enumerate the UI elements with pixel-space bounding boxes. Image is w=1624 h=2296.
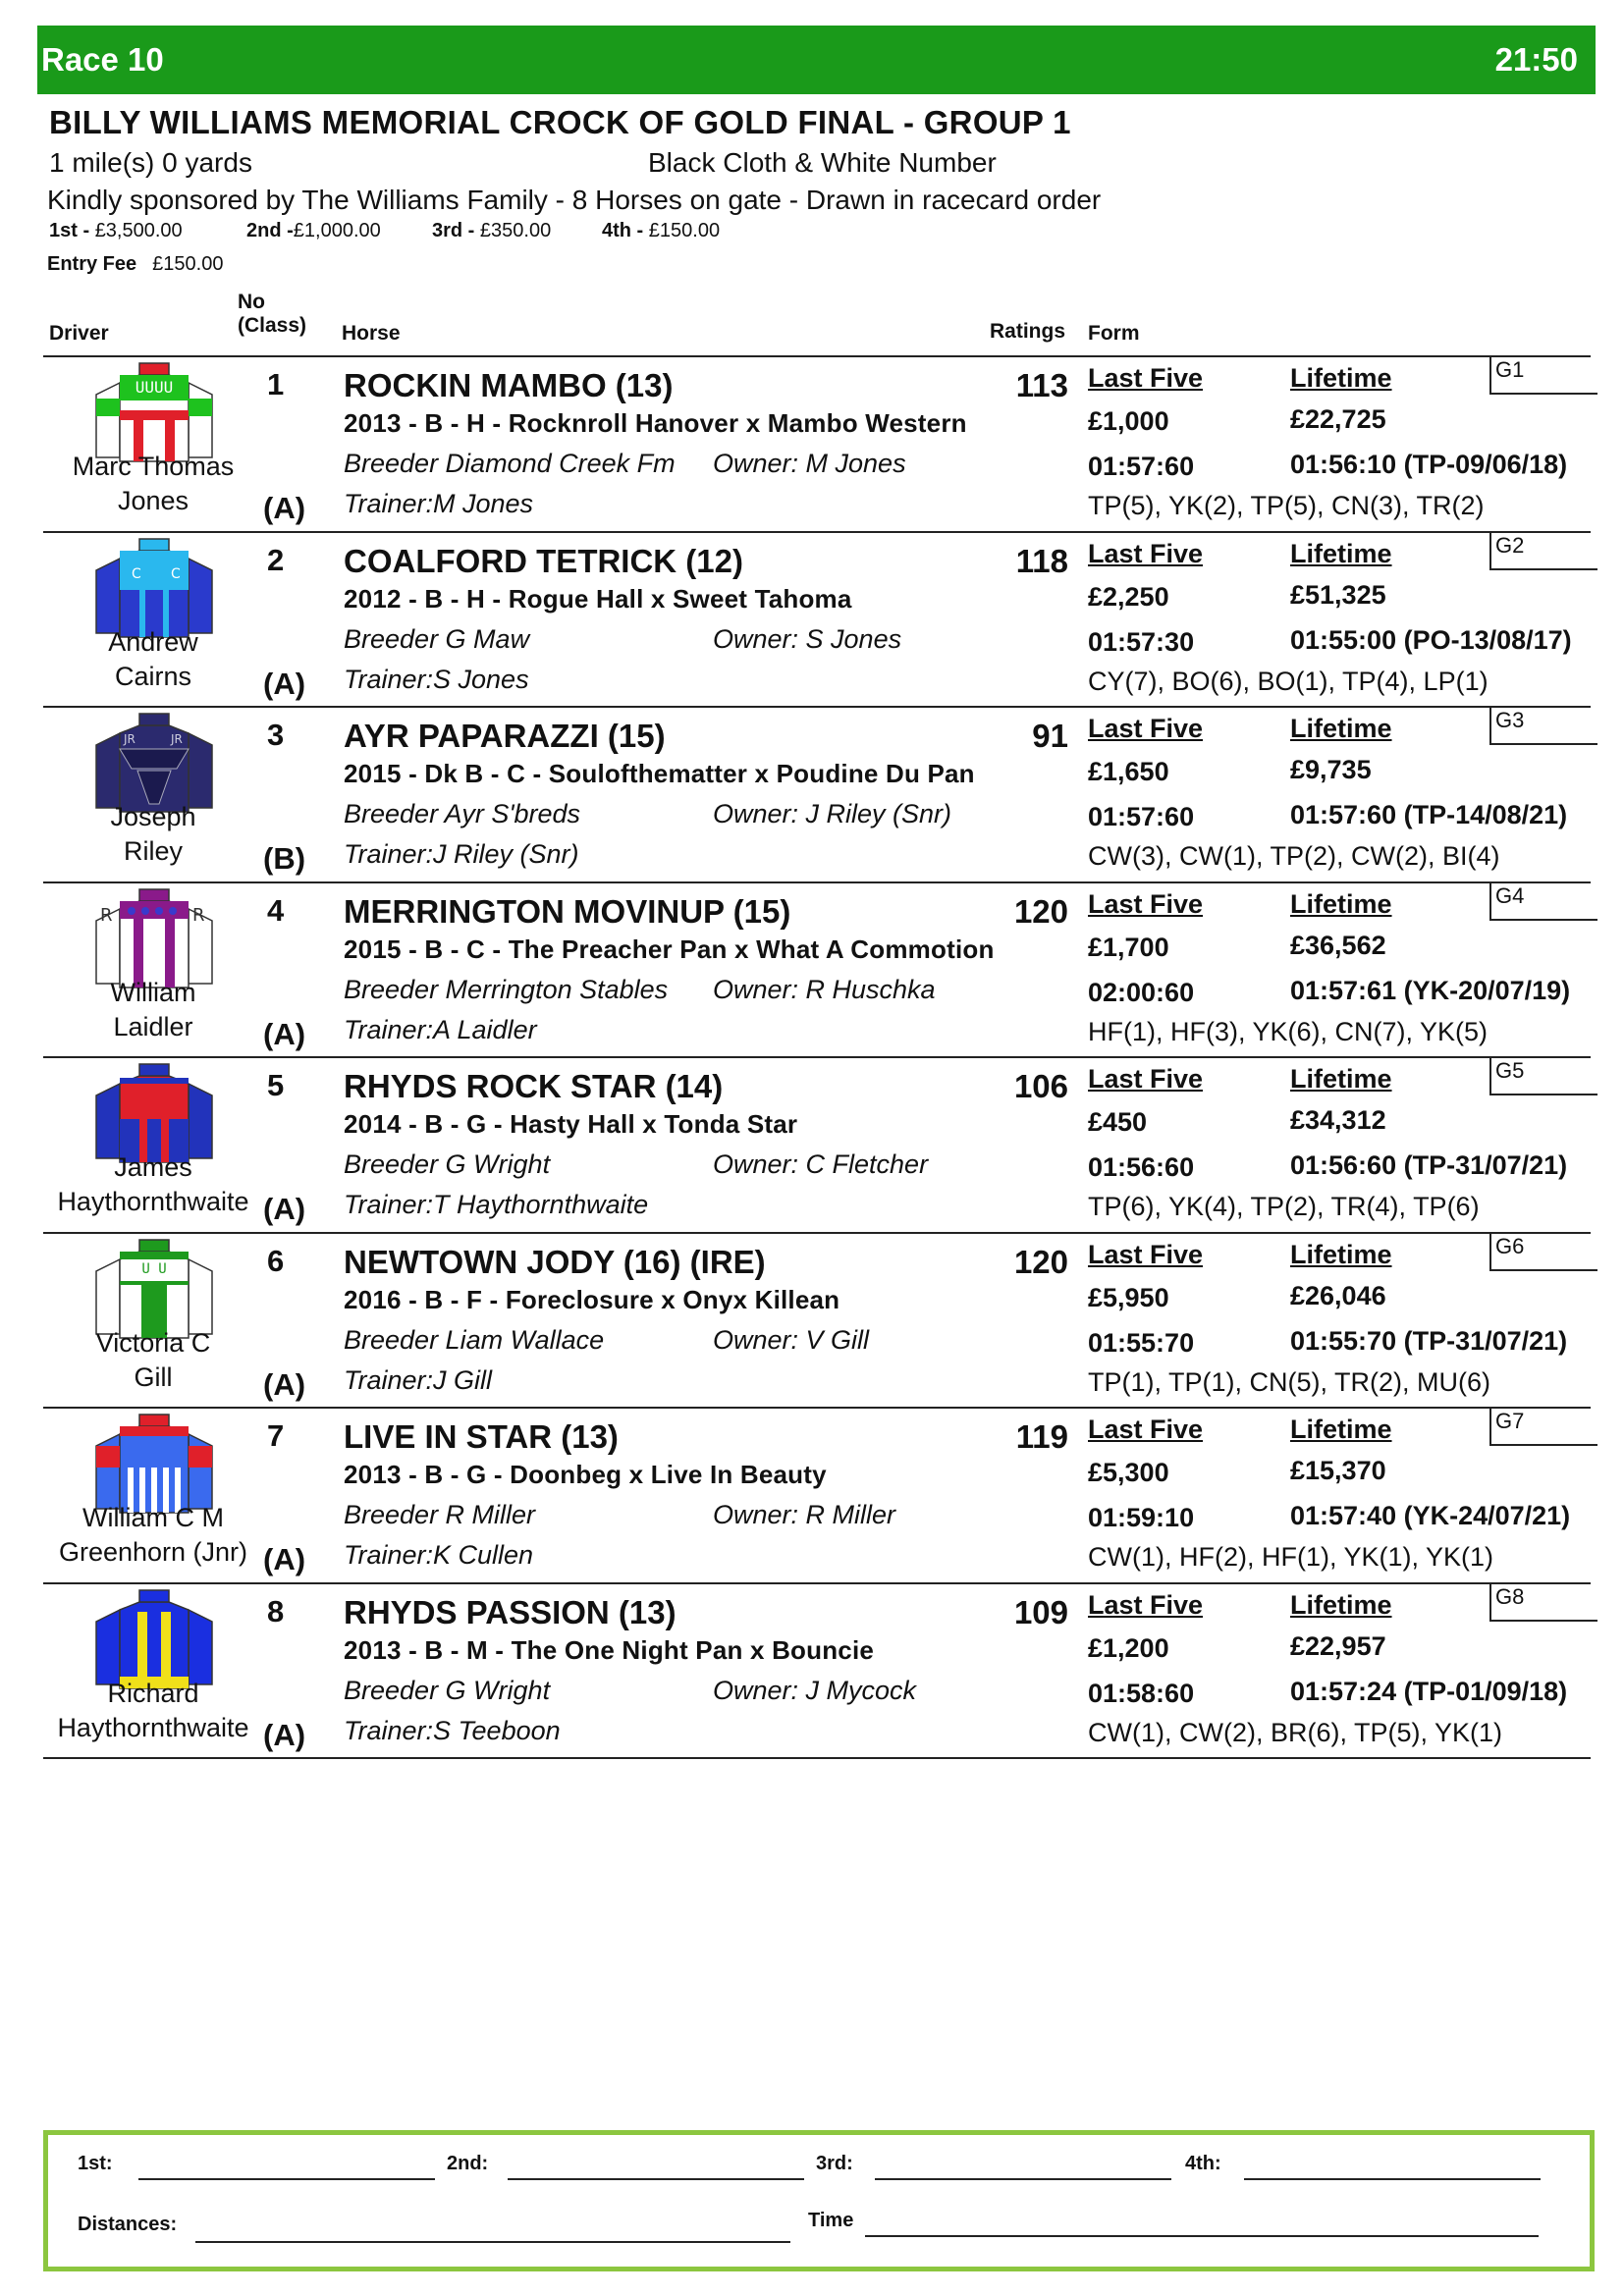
driver-name: James Haythornthwaite — [57, 1152, 249, 1216]
col-form: Form — [1088, 322, 1140, 345]
last-five-heading: Last Five — [1088, 1064, 1204, 1094]
svg-text:JR: JR — [171, 732, 183, 746]
result-2nd-line[interactable] — [508, 2178, 804, 2180]
horse-breeding: 2016 - B - F - Foreclosure x Onyx Killean — [344, 1284, 840, 1314]
last-five-heading: Last Five — [1088, 1589, 1204, 1620]
driver-name: Marc Thomas Jones — [72, 452, 235, 515]
gate-box: G3 — [1489, 706, 1597, 745]
horse-rating: 109 — [1013, 1593, 1068, 1630]
horse-breeder: Breeder Merrington Stables — [344, 974, 669, 1004]
lifetime-best-time: 01:55:70 (TP-31/07/21) — [1290, 1325, 1568, 1356]
svg-text:R: R — [100, 904, 113, 926]
last-five-earnings: £450 — [1088, 1107, 1148, 1137]
lifetime-best-time: 01:57:40 (YK-24/07/21) — [1290, 1501, 1571, 1530]
lifetime-heading: Lifetime — [1290, 714, 1392, 743]
race-time: 21:50 — [1494, 41, 1578, 78]
lifetime-earnings: £15,370 — [1290, 1456, 1386, 1485]
runner-number: 5 — [267, 1068, 285, 1102]
lifetime-heading: Lifetime — [1290, 888, 1392, 919]
horse-breeder: Breeder G Maw — [344, 623, 530, 654]
lifetime-heading: Lifetime — [1290, 363, 1392, 393]
horse-rating: 113 — [1015, 367, 1068, 403]
gate-box: G2 — [1489, 531, 1597, 570]
horse-rating: 106 — [1013, 1068, 1068, 1104]
horse-owner: Owner: M Jones — [713, 449, 906, 478]
lifetime-heading: Lifetime — [1290, 1589, 1392, 1620]
row-divider — [43, 1232, 1591, 1234]
last-five-earnings: £2,250 — [1088, 581, 1169, 612]
horse-trainer: Trainer:S Teeboon — [344, 1715, 561, 1745]
horse-owner: Owner: V Gill — [713, 1324, 870, 1355]
horse-trainer: Trainer:A Laidler — [344, 1014, 537, 1044]
last-five-heading: Last Five — [1088, 714, 1204, 743]
last-five-heading: Last Five — [1088, 888, 1204, 919]
horse-owner: Owner: S Jones — [713, 623, 902, 654]
last-five-best-time: 01:58:60 — [1088, 1678, 1195, 1708]
horse-breeding: 2015 - Dk B - C - Soulofthematter x Poudine Du Pan — [344, 759, 975, 788]
runner-number: 1 — [267, 367, 285, 401]
runner-class: (A) — [263, 1717, 306, 1752]
lifetime-heading: Lifetime — [1290, 1064, 1392, 1094]
last-five-best-time: 01:56:60 — [1088, 1152, 1195, 1182]
horse-trainer: Trainer:J Gill — [344, 1364, 493, 1395]
horse-name: LIVE IN STAR (13) — [344, 1418, 619, 1455]
gate-box: G1 — [1489, 355, 1597, 395]
runner-class: (B) — [263, 841, 306, 876]
entry-fee: Entry Fee £150.00 — [47, 253, 224, 275]
gate-box: G7 — [1489, 1407, 1597, 1446]
race-number: Race 10 — [41, 41, 164, 78]
last-five-earnings: £1,200 — [1088, 1632, 1169, 1663]
horse-rating: 120 — [1013, 892, 1068, 930]
svg-text:UUUU: UUUU — [135, 378, 174, 397]
lifetime-heading: Lifetime — [1290, 1415, 1392, 1444]
prize-3rd: 3rd - £350.00 — [432, 220, 552, 241]
lifetime-earnings: £51,325 — [1290, 579, 1386, 610]
row-divider — [43, 881, 1591, 883]
runner-number: 2 — [267, 542, 285, 577]
svg-text:R: R — [192, 904, 205, 926]
lifetime-best-time: 01:57:24 (TP-01/09/18) — [1290, 1676, 1568, 1706]
gate-box: G4 — [1489, 881, 1597, 921]
last-five-best-time: 01:59:10 — [1088, 1503, 1195, 1532]
time-line[interactable] — [865, 2235, 1539, 2237]
horse-breeder: Breeder Ayr S'breds — [344, 799, 581, 828]
row-divider — [43, 706, 1591, 708]
last-five-best-time: 01:57:60 — [1088, 802, 1195, 831]
last-five-heading: Last Five — [1088, 1415, 1204, 1444]
driver-name: Andrew Cairns — [108, 626, 198, 691]
recent-form: CW(3), CW(1), TP(2), CW(2), BI(4) — [1088, 841, 1500, 871]
horse-breeder: Breeder Liam Wallace — [344, 1324, 605, 1355]
race-header-bar — [37, 26, 1596, 94]
last-five-heading: Last Five — [1088, 538, 1204, 568]
horse-name: RHYDS ROCK STAR (14) — [344, 1068, 724, 1104]
horse-trainer: Trainer:T Haythornthwaite — [344, 1190, 649, 1219]
distances-line[interactable] — [195, 2241, 790, 2243]
runner-class: (A) — [263, 1366, 306, 1402]
lifetime-best-time: 01:56:60 (TP-31/07/21) — [1290, 1150, 1568, 1180]
horse-owner: Owner: J Mycock — [713, 1675, 917, 1705]
last-five-best-time: 02:00:60 — [1088, 977, 1195, 1007]
race-distance: 1 mile(s) 0 yards — [49, 147, 252, 178]
horse-rating: 91 — [1032, 718, 1068, 754]
recent-form: CY(7), BO(6), BO(1), TP(4), LP(1) — [1088, 666, 1489, 696]
sponsor-line: Kindly sponsored by The Williams Family - 8 Horses on gate - Drawn in racecard order — [47, 185, 1102, 215]
results-box — [43, 2130, 1595, 2271]
runner-class: (A) — [263, 1192, 306, 1226]
lifetime-earnings: £34,312 — [1290, 1105, 1386, 1135]
runner-row — [0, 1582, 1624, 1757]
horse-name: RHYDS PASSION (13) — [344, 1593, 677, 1630]
svg-text:C: C — [171, 565, 181, 582]
prize-1st: 1st - £3,500.00 — [49, 220, 183, 241]
lifetime-best-time: 01:57:60 (TP-14/08/21) — [1290, 800, 1568, 829]
last-five-earnings: £5,950 — [1088, 1282, 1169, 1312]
row-divider — [43, 1582, 1591, 1584]
runner-row — [0, 881, 1624, 1056]
prize-2nd: 2nd -£1,000.00 — [246, 220, 381, 241]
last-five-heading: Last Five — [1088, 1239, 1204, 1269]
horse-breeding: 2015 - B - C - The Preacher Pan x What A Commotion — [344, 934, 995, 964]
runner-row — [0, 1407, 1624, 1581]
last-five-earnings: £5,300 — [1088, 1458, 1169, 1487]
last-five-best-time: 01:55:70 — [1088, 1327, 1195, 1358]
horse-breeding: 2013 - B - G - Doonbeg x Live In Beauty — [344, 1460, 827, 1489]
col-class: (Class) — [238, 314, 307, 337]
result-4th-label: 4th: — [1185, 2153, 1221, 2174]
lifetime-earnings: £9,735 — [1290, 755, 1372, 784]
result-4th-line[interactable] — [1244, 2178, 1541, 2180]
table-bottom-rule — [43, 1757, 1591, 1759]
last-five-heading: Last Five — [1088, 363, 1204, 393]
race-title: BILLY WILLIAMS MEMORIAL CROCK OF GOLD FINAL - GROUP 1 — [49, 104, 1071, 140]
row-divider — [43, 531, 1591, 533]
horse-trainer: Trainer:J Riley (Snr) — [344, 839, 579, 869]
horse-rating: 119 — [1015, 1418, 1068, 1455]
driver-name: Victoria C Gill — [95, 1327, 211, 1392]
runner-number: 7 — [267, 1418, 285, 1453]
prize-4th: 4th - £150.00 — [602, 220, 721, 241]
horse-owner: Owner: C Fletcher — [713, 1149, 929, 1179]
result-1st-line[interactable] — [138, 2178, 435, 2180]
result-3rd-line[interactable] — [875, 2178, 1171, 2180]
gate-box: G8 — [1489, 1582, 1597, 1622]
horse-name: MERRINGTON MOVINUP (15) — [344, 892, 791, 930]
horse-breeding: 2013 - B - H - Rocknroll Hanover x Mambo Western — [344, 408, 967, 438]
time-label: Time — [808, 2210, 854, 2231]
lifetime-best-time: 01:56:10 (TP-09/06/18) — [1290, 450, 1568, 479]
horse-breeder: Breeder G Wright — [344, 1675, 551, 1705]
lifetime-heading: Lifetime — [1290, 1239, 1392, 1269]
driver-name: Joseph Riley — [110, 802, 196, 866]
last-five-best-time: 01:57:30 — [1088, 626, 1195, 657]
result-2nd-label: 2nd: — [447, 2153, 489, 2174]
lifetime-earnings: £36,562 — [1290, 930, 1386, 960]
recent-form: TP(6), YK(4), TP(2), TR(4), TP(6) — [1088, 1192, 1480, 1221]
row-divider — [43, 1407, 1591, 1409]
row-divider — [43, 355, 1591, 357]
driver-name: Richard Haythornthwaite — [57, 1678, 249, 1742]
col-ratings: Ratings — [990, 320, 1066, 343]
last-five-earnings: £1,000 — [1088, 406, 1169, 436]
col-driver: Driver — [49, 322, 109, 345]
last-five-best-time: 01:57:60 — [1088, 452, 1195, 481]
lifetime-earnings: £26,046 — [1290, 1280, 1386, 1310]
recent-form: TP(5), YK(2), TP(5), CN(3), TR(2) — [1088, 491, 1485, 520]
svg-text:C: C — [132, 565, 141, 582]
result-3rd-label: 3rd: — [816, 2153, 853, 2174]
horse-owner: Owner: R Huschka — [713, 974, 936, 1004]
row-divider — [43, 1056, 1591, 1058]
horse-breeder: Breeder Diamond Creek Fm — [344, 449, 676, 478]
driver-name: William C M Greenhorn (Jnr) — [58, 1503, 248, 1567]
runner-row — [0, 531, 1624, 706]
col-horse: Horse — [342, 322, 401, 345]
lifetime-heading: Lifetime — [1290, 538, 1392, 568]
last-five-earnings: £1,650 — [1088, 757, 1169, 786]
runner-number: 8 — [267, 1593, 285, 1629]
gate-box: G5 — [1489, 1056, 1597, 1095]
horse-name: AYR PAPARAZZI (15) — [344, 718, 666, 754]
horse-name: ROCKIN MAMBO (13) — [344, 367, 674, 403]
horse-owner: Owner: R Miller — [713, 1500, 896, 1529]
driver-name: William Laidler — [110, 977, 196, 1041]
recent-form: HF(1), HF(3), YK(6), CN(7), YK(5) — [1088, 1016, 1489, 1046]
runner-class: (A) — [263, 1016, 306, 1051]
horse-trainer: Trainer:M Jones — [344, 489, 534, 518]
horse-trainer: Trainer:K Cullen — [344, 1540, 534, 1570]
runner-row — [0, 355, 1624, 530]
lifetime-earnings: £22,725 — [1290, 404, 1386, 434]
runner-row — [0, 1056, 1624, 1231]
horse-breeding: 2014 - B - G - Hasty Hall x Tonda Star — [344, 1109, 798, 1139]
distances-label: Distances: — [78, 2214, 178, 2235]
recent-form: CW(1), CW(2), BR(6), TP(5), YK(1) — [1088, 1717, 1503, 1747]
runner-class: (A) — [263, 491, 306, 525]
horse-rating: 118 — [1015, 542, 1068, 579]
runner-row — [0, 706, 1624, 881]
runner-number: 4 — [267, 892, 285, 928]
horse-owner: Owner: J Riley (Snr) — [713, 799, 952, 828]
horse-rating: 120 — [1013, 1243, 1068, 1280]
runner-number: 3 — [267, 718, 285, 752]
runner-class: (A) — [263, 1542, 306, 1576]
result-1st-label: 1st: — [78, 2153, 113, 2174]
svg-text:JR: JR — [124, 732, 135, 746]
runner-number: 6 — [267, 1243, 285, 1278]
horse-breeding: 2012 - B - H - Rogue Hall x Sweet Tahoma — [344, 583, 852, 614]
horse-name: NEWTOWN JODY (16) (IRE) — [344, 1243, 766, 1280]
svg-text:U U: U U — [141, 1260, 167, 1277]
horse-name: COALFORD TETRICK (12) — [344, 542, 743, 579]
gate-box: G6 — [1489, 1232, 1597, 1271]
horse-breeder: Breeder R Miller — [344, 1500, 536, 1529]
recent-form: TP(1), TP(1), CN(5), TR(2), MU(6) — [1088, 1366, 1491, 1397]
lifetime-earnings: £22,957 — [1290, 1630, 1386, 1661]
lifetime-best-time: 01:57:61 (YK-20/07/19) — [1290, 975, 1571, 1005]
horse-breeding: 2013 - B - M - The One Night Pan x Bouncie — [344, 1634, 875, 1665]
recent-form: CW(1), HF(2), HF(1), YK(1), YK(1) — [1088, 1542, 1494, 1572]
last-five-earnings: £1,700 — [1088, 932, 1169, 962]
cloth-info: Black Cloth & White Number — [648, 147, 997, 178]
lifetime-best-time: 01:55:00 (PO-13/08/17) — [1290, 624, 1572, 655]
runner-row — [0, 1232, 1624, 1407]
horse-breeder: Breeder G Wright — [344, 1149, 551, 1179]
runner-class: (A) — [263, 666, 306, 701]
horse-trainer: Trainer:S Jones — [344, 664, 529, 694]
col-no: No — [238, 291, 265, 313]
